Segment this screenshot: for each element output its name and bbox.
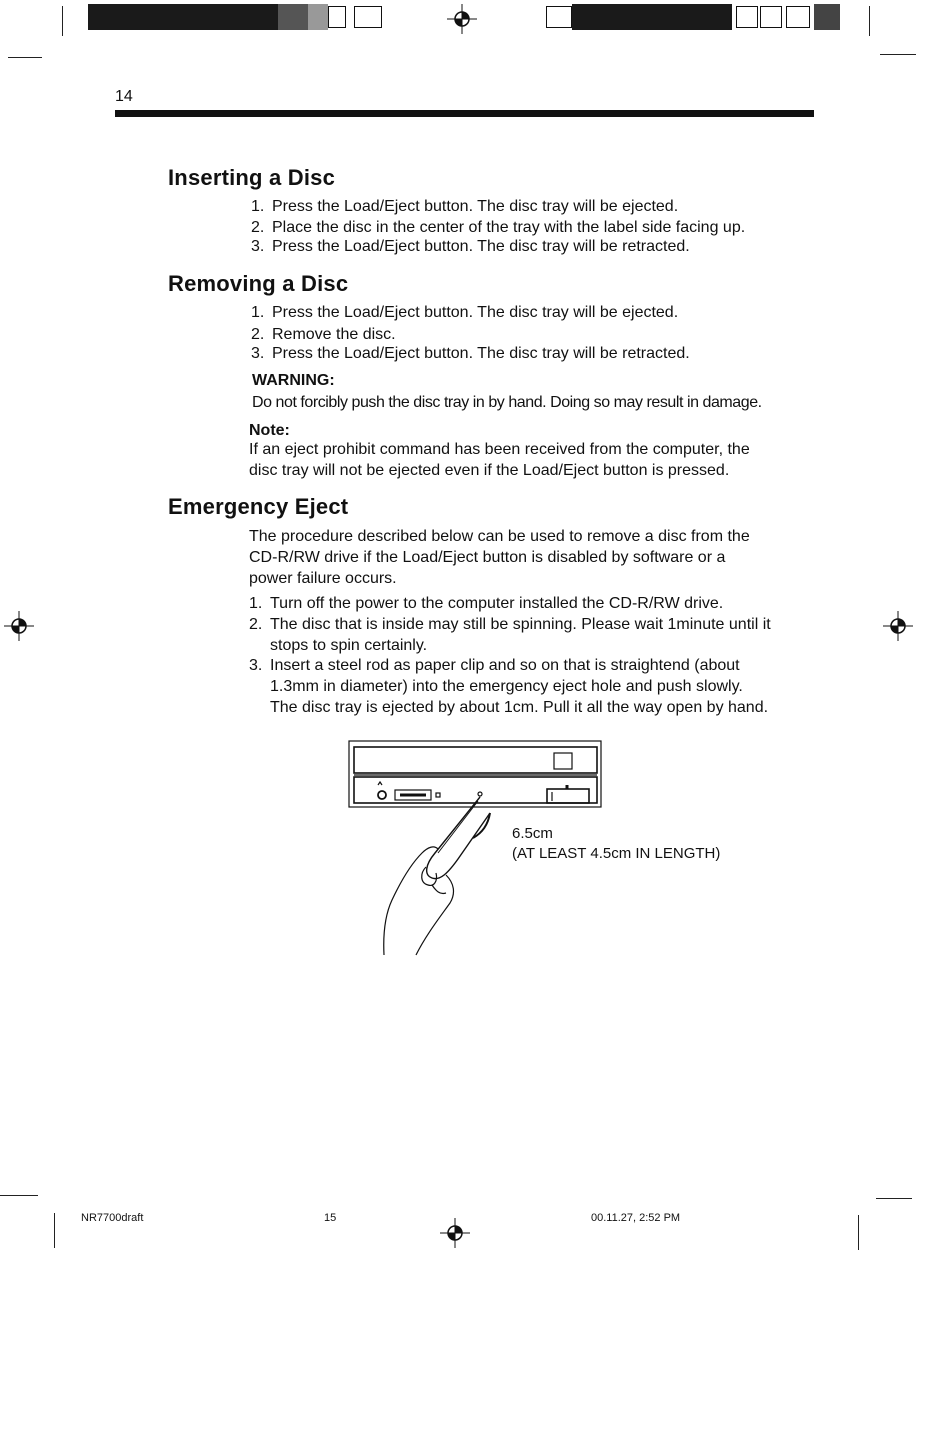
list-item: 2. The disc that is inside may still be spinning. Please wait 1minute until it xyxy=(249,616,771,633)
list-item: 3. Insert a steel rod as paper clip and so on that is straightend (about xyxy=(249,657,740,674)
indicator-led xyxy=(436,793,440,797)
footer-filename: NR7700draft xyxy=(81,1212,144,1224)
registration-mark-icon xyxy=(447,4,477,34)
list-item-continuation: The disc tray is ejected by about 1cm. Pull it all the way open by hand. xyxy=(270,699,769,716)
list-item: 2. Place the disc in the center of the tray with the label side facing up. xyxy=(251,219,746,236)
page-number: 14 xyxy=(115,88,133,105)
heading-removing-disc: Removing a Disc xyxy=(168,271,349,296)
registration-mark-icon xyxy=(4,611,34,641)
printer-bar-right xyxy=(546,4,842,30)
front-panel xyxy=(354,777,597,803)
emergency-eject-hole-icon xyxy=(478,792,482,796)
list-item: 1. Press the Load/Eject button. The disc tray will be ejected. xyxy=(251,198,679,215)
crop-mark xyxy=(858,1215,859,1250)
list-item: 3. Press the Load/Eject button. The disc tray will be retracted. xyxy=(251,345,690,362)
drive-bezel xyxy=(349,741,601,807)
intro-text-line: power failure occurs. xyxy=(249,570,397,587)
drive-logo-icon xyxy=(554,753,572,769)
note-text-line: If an eject prohibit command has been received from the computer, the xyxy=(249,441,750,458)
header-rule xyxy=(115,110,814,117)
crop-mark xyxy=(62,6,63,36)
figure-caption-note: (AT LEAST 4.5cm IN LENGTH) xyxy=(512,845,721,862)
hand-icon xyxy=(384,847,438,955)
crop-mark xyxy=(880,54,916,55)
note-label: Note: xyxy=(249,422,290,439)
headphone-jack-icon xyxy=(378,791,386,799)
printer-bar-left xyxy=(88,4,386,30)
crop-mark xyxy=(876,1198,912,1199)
load-eject-button xyxy=(547,789,589,803)
crop-mark xyxy=(0,1195,38,1196)
list-item: 1. Turn off the power to the computer installed the CD-R/RW drive. xyxy=(249,595,724,612)
crop-mark xyxy=(869,6,870,36)
list-item: 2. Remove the disc. xyxy=(251,326,396,343)
list-item: 3. Press the Load/Eject button. The disc tray will be retracted. xyxy=(251,238,690,255)
warning-label: WARNING: xyxy=(252,372,335,389)
list-item-continuation: 1.3mm in diameter) into the emergency eject hole and push slowly. xyxy=(270,678,743,695)
registration-mark-icon xyxy=(883,611,913,641)
figure-caption-length: 6.5cm xyxy=(512,825,553,842)
list-item: 1. Press the Load/Eject button. The disc tray will be ejected. xyxy=(251,304,679,321)
heading-emergency-eject: Emergency Eject xyxy=(168,494,349,519)
warning-text: Do not forcibly push the disc tray in by hand. Doing so may result in damage. xyxy=(252,394,762,411)
intro-text-line: CD-R/RW drive if the Load/Eject button is disabled by software or a xyxy=(249,549,726,566)
registration-mark-icon xyxy=(440,1218,470,1248)
crop-mark xyxy=(8,57,42,58)
list-item-continuation: stops to spin certainly. xyxy=(270,637,428,654)
intro-text-line: The procedure described below can be used to remove a disc from the xyxy=(249,528,750,545)
note-text-line: disc tray will not be ejected even if the Load/Eject button is pressed. xyxy=(249,462,730,479)
heading-inserting-disc: Inserting a Disc xyxy=(168,165,336,190)
crop-mark xyxy=(54,1213,55,1248)
footer-timestamp: 00.11.27, 2:52 PM xyxy=(591,1212,681,1224)
footer-sheet-number: 15 xyxy=(324,1212,337,1224)
paper-clip-icon xyxy=(427,797,490,879)
